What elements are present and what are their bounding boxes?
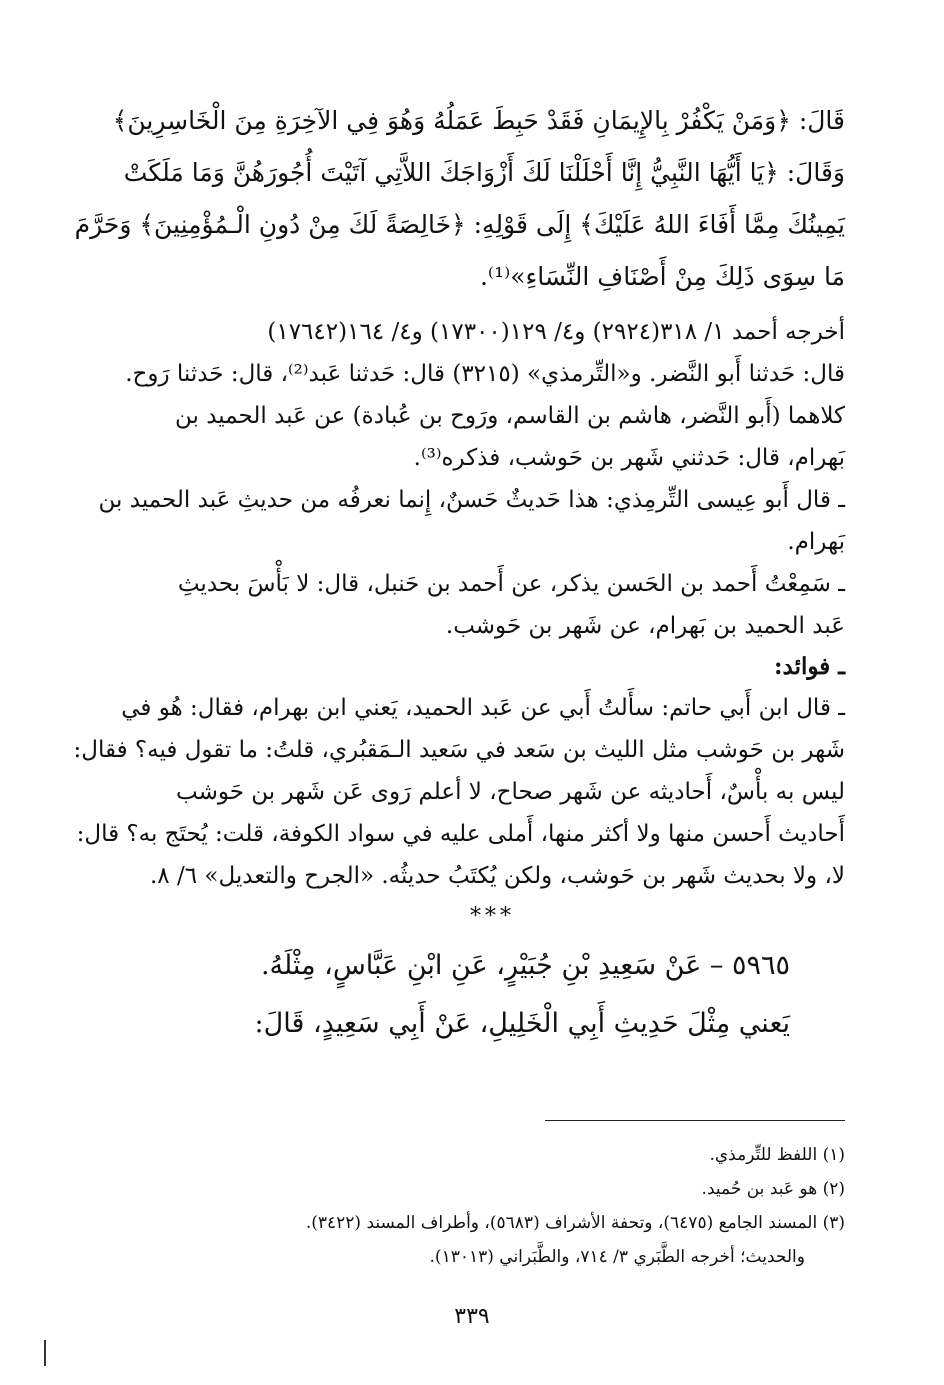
section-separator: *** <box>470 904 515 929</box>
fawaid-paragraph <box>73 687 845 897</box>
takhrij-line: كلاهما (أَبو النَّضر، هاشم بن القاسم، ورَوح بن عُبادة) عن عَبد الحميد بن <box>175 403 845 429</box>
page-body <box>73 95 845 1053</box>
takhrij-line: أخرجه أحمد ١/ ٣١٨(٢٩٢٤) و٤/ ١٢٩(١٧٣٠٠) و٤/ ١٦٤(١٧٦٤٢) <box>267 319 845 345</box>
verse-line: مَا سِوَى ذَلِكَ مِنْ أَصْنَافِ النِّسَاءِ»⁽¹⁾. <box>479 262 845 291</box>
takhrij-line: قال: حَدثنا أَبو النَّضر. و«التِّرمذي» (٣٢١٥) قال: حَدثنا عَبد⁽²⁾، قال: حَدثنا رَوح. <box>125 361 845 387</box>
ahmad-comment <box>100 563 845 647</box>
footnotes <box>180 1138 845 1274</box>
quran-verses <box>74 95 845 303</box>
fawaid-line: لا، ولا بحديث شَهر بن حَوشب، ولكن يُكتَبُ حديثُه. «الجرح والتعديل» ٦/ ٨. <box>149 863 845 889</box>
footnote: والحديث؛ أخرجه الطَّبَري ٣/ ٧١٤، والطَّبَراني (١٣٠١٣). <box>429 1247 805 1267</box>
margin-mark <box>44 1340 46 1366</box>
takhrij-paragraph <box>100 311 845 479</box>
verse-line: يَمِينُكَ مِمَّا أَفَاءَ اللهُ عَلَيْكَ﴾ إِلَى قَوْلِهِ: ﴿خَالِصَةً لَكَ مِنْ دُونِ الْـمُؤْمِنِينَ﴾ وَحَرَّمَ <box>74 210 845 239</box>
comment-line: بَهرام. <box>787 529 845 555</box>
takhrij-line: بَهرام، قال: حَدثني شَهر بن حَوشب، فذكره⁽³⁾. <box>413 445 845 471</box>
hadith-line: ٥٩٦٥ – عَنْ سَعِيدِ بْنِ جُبَيْرٍ، عَنِ ابْنِ عَبَّاسٍ، مِثْلَهُ. <box>260 950 790 981</box>
verse-line: وَقَالَ: ﴿يَا أَيُّهَا النَّبِيُّ إِنَّا أَحْلَلْنَا لَكَ أَزْوَاجَكَ اللاَّتِي آتَيْتَ أُجُورَهُنَّ وَمَا مَلَكَتْ <box>123 158 845 187</box>
footnote: (٢) هو عَبد بن حُميد. <box>701 1179 845 1199</box>
comment-line: عَبد الحميد بن بَهرام، عن شَهر بن حَوشب. <box>445 613 845 639</box>
comment-line: ـ قال أَبو عِيسى التِّرمِذي: هذا حَديثٌ حَسنٌ، إِنما نعرفُه من حديثِ عَبد الحميد بن <box>98 487 845 513</box>
fawaid-line: ليس به بأْسٌ، أَحاديثه عن شَهر صحاح، لا أعلم رَوى عَن شَهر بن حَوشب <box>176 779 845 805</box>
footnote: (١) اللفظ للتِّرمذي. <box>709 1145 845 1165</box>
tirmidhi-comment <box>100 479 845 563</box>
footnote: (٣) المسند الجامع (٦٤٧٥)، وتحفة الأشراف (٥٦٨٣)، وأطراف المسند (٣٤٢٢). <box>305 1213 845 1233</box>
hadith-entry <box>100 937 845 1053</box>
page-number: ٣٣٩ <box>454 1304 490 1329</box>
verse-line: قَالَ: ﴿وَمَنْ يَكْفُرْ بِالإِيمَانِ فَقَدْ حَبِطَ عَمَلُهُ وَهُوَ فِي الآخِرَةِ مِنَ الْخَاسِرِينَ﴾ <box>112 106 845 135</box>
fawaid-line: شَهر بن حَوشب مثل الليث بن سَعد في سَعيد الـمَقبُري، قلتُ: ما تقول فيه؟ فقال: <box>73 737 845 763</box>
comment-line: ـ سَمِعْتُ أَحمد بن الحَسن يذكر، عن أَحمد بن حَنبل، قال: لا بَأْسَ بحديثِ <box>177 571 845 597</box>
hadith-line: يَعني مِثْلَ حَدِيثِ أَبِي الْخَلِيلِ، عَنْ أَبِي سَعِيدٍ، قَالَ: <box>254 1008 790 1039</box>
fawaid-line: ـ قال ابن أَبي حاتم: سأَلتُ أَبي عن عَبد الحميد، يَعني ابن بهرام، فقال: هُو في <box>121 695 845 721</box>
fawaid-line: أَحاديث أَحسن منها ولا أكثر منها، أَملى عليه في سواد الكوفة، قلت: يُحتَج به؟ قال: <box>76 821 845 847</box>
fawaid-heading: ـ فوائد: <box>774 653 845 680</box>
footnote-divider <box>545 1120 845 1121</box>
